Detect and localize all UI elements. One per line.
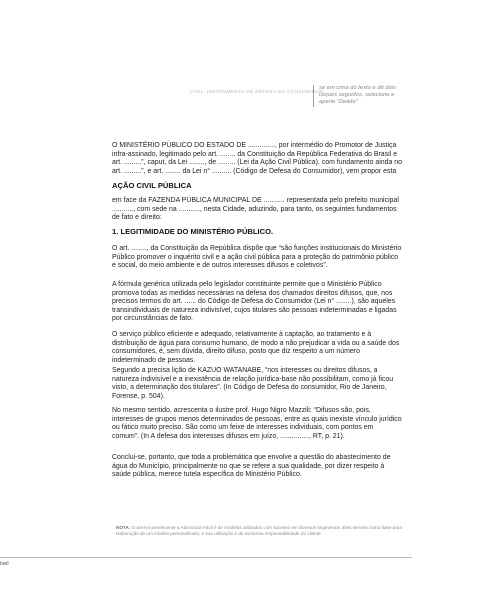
paragraph-3-text: O serviço público eficiente e adequado, relativamente à captação, ao tratamento e à distribuição de água para consumo humano, de modo a não prejudicar a vida ou a saúde dos consumidores, é, sem dúvida, direito difuso, posto que diz respeito a um número indeterminado de pessoas.	[112, 331, 400, 364]
against-paragraph	[112, 197, 402, 223]
paragraph-5-text: No mesmo sentido, acrescenta o ilustre prof. Hugo Nigro Mazzili: “Difusos são, pois, interesses de grupos menos determinados de pessoas, entre as quais inexiste vínculo jurídico ou fático muito preciso. São como um feixe de interesses individuais, com pontos em comum”. (In A defesa dos interesses difusos em juízo, ..............., RT, p. 21).	[112, 407, 402, 440]
paragraph-6	[112, 454, 402, 480]
running-header: CIVIL: INSTRUMENTO DE DEFESA DO CONSUMIDOR	[190, 89, 323, 94]
paragraph-4-text: Segundo a precisa lição de KAZUO WATANABE, “nos interesses ou direitos difusos, a natureza indivisível e a inexistência de relação jurídica-base não possibilitam, como já ficou visto, a determinação dos titulares”. (In Código de Defesa do consumidor, Rio de Janeiro, Forense, p. 504).	[112, 367, 394, 400]
paragraph-6-text: Conclui-se, portanto, que toda a problemática que envolve a questão do abastecimento de água do Município, principalmente no que se refere a sua qualidade, por dizer respeito à saúde pública, merece tutela específica do Ministério Público.	[112, 454, 391, 478]
paragraph-1-text: O art. ........, da Constituição da República dispõe que “são funções institucionais do Ministério Público promover o inquérito civil e a ação civil pública para a proteção do patrimônio público e social, do meio ambiente e de outros interesses difusos e coletivos”.	[112, 245, 402, 269]
note-text: O acervo pertencente a Advocacia Fácil é de modelos utilizados com sucesso em diversos segmentos. Eles servem como base para elaboração de um modelo personalizado, e sua utilização é de exclusiva responsabilidade do cliente.	[116, 525, 402, 537]
intro-paragraph	[112, 142, 402, 176]
instruction-box: se em cima do texto e dê dois cliques seguidos, selecione e aperte “Delete”	[313, 85, 411, 107]
section-1-title: 1. LEGITIMIDADE DO MINISTÉRIO PÚBLICO.	[112, 227, 274, 236]
footer-note	[116, 525, 406, 537]
paragraph-2	[112, 281, 402, 324]
action-title: AÇÃO CIVIL PÚBLICA	[112, 181, 192, 190]
footer-divider	[0, 557, 412, 558]
paragraph-5	[112, 407, 402, 441]
paragraph-2-text: A fórmula genérica utilizada pelo legislador constituinte permite que o Ministério Público promova todas as medidas necessárias na defesa dos chamados direitos difusos, que, nos precisos termos do art. ...... do Código de Defesa do Consumidor (Lei n° ........), são aqueles transindividuais de natureza indivisível, cujos titulares são pessoas indeterminadas e ligadas por circunstâncias de fato.	[112, 281, 397, 322]
note-label: NOTA:	[116, 525, 131, 530]
paragraph-1	[112, 245, 402, 271]
against-text: em face da FAZENDA PÚBLICA MUNICIPAL DE ........... representada pelo prefeito municipal ..........., com sede na ..........., nesta Cidade, aduzindo, para tanto, os seguintes fundamentos de fato e direito:	[112, 197, 399, 221]
paragraph-3	[112, 331, 402, 365]
cropped-footer-label: ível	[0, 561, 9, 567]
paragraph-4	[112, 367, 402, 401]
intro-text: O MINISTÉRIO PÚBLICO DO ESTADO DE .............., por intermédio do Promotor de Justiça infra-assinado, legitimado pelo art. ........ da Constituição da República Federativa do Brasil e art. .........”, caput, da Lei ........, de ......... (Lei da Ação Civil Pública), com fundamento ainda no art. .........”, e art. ........ da Lei n° .......... (Código de Defesa do Consumidor), vem propor esta	[112, 142, 402, 175]
